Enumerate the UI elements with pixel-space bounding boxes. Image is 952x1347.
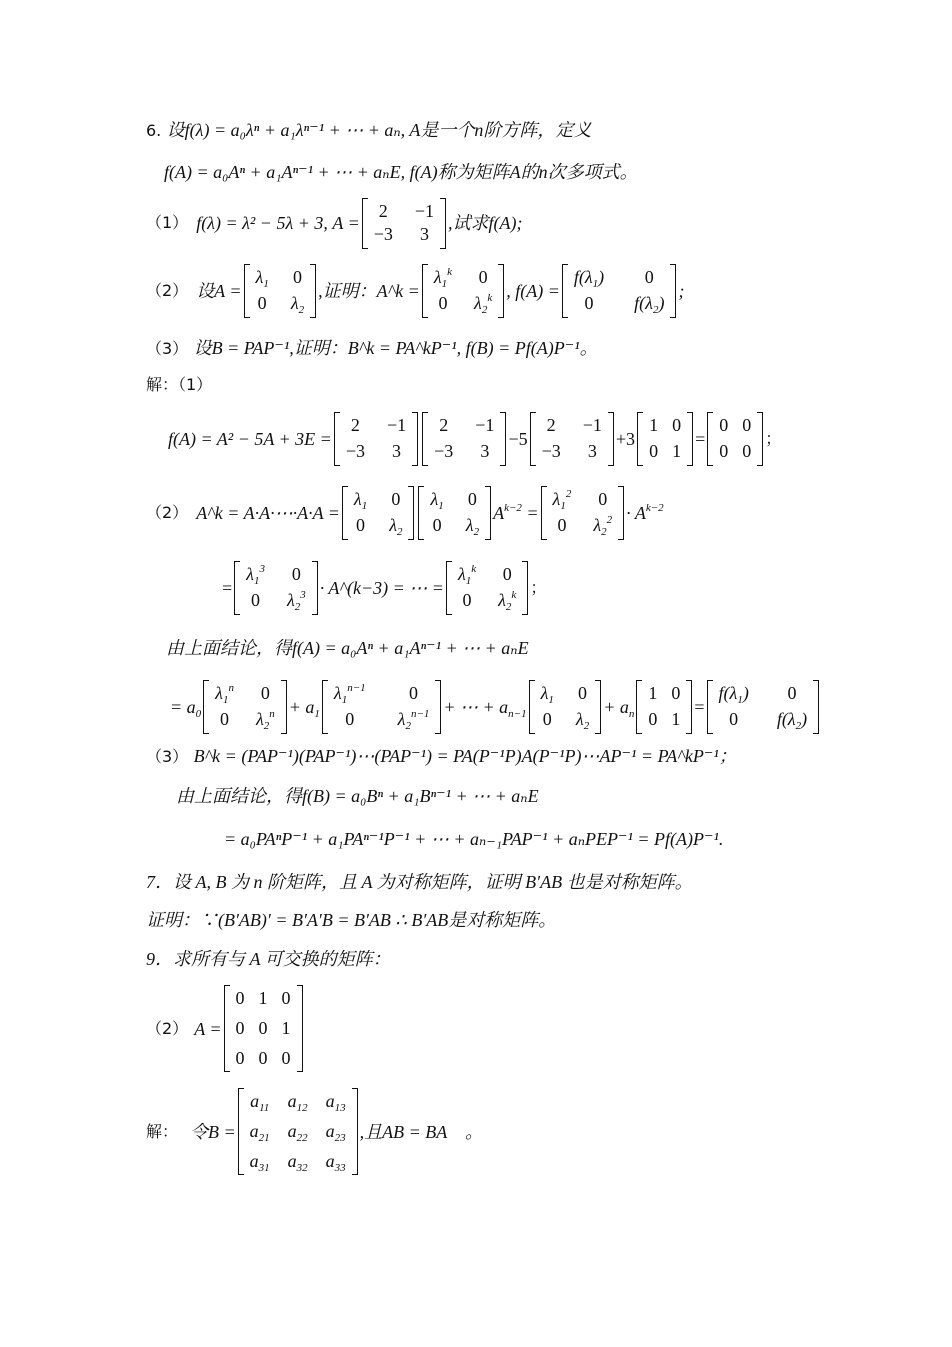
question-label: （2） bbox=[146, 1018, 189, 1038]
solution-label bbox=[146, 377, 212, 394]
derivation-text: 由上面结论，得f(A) = a₀Aⁿ + a₁Aⁿ⁻¹ + ⋯ + aₙE bbox=[166, 638, 529, 658]
matrix: $\lambda_1^{n-1}$ 0 0 $\lambda_2^{n-1}$ bbox=[322, 680, 441, 734]
matrix-zero: 0 0 0 0 bbox=[707, 412, 763, 466]
problem-9 bbox=[146, 950, 391, 969]
question-lhs: A = bbox=[194, 1018, 222, 1039]
solution-lhs: f(A) = A² − 5A + 3E = bbox=[168, 428, 332, 449]
matrix: $\lambda_1^3$ 0 0 $\lambda_2^3$ bbox=[234, 561, 318, 615]
solution-3 bbox=[146, 747, 737, 766]
problem-9-text: 9．求所有与 A 可交换的矩阵： bbox=[146, 949, 391, 969]
solution-2: （2） A^k = A·A·⋯·A·A = $\lambda_1$ 0 0 $\lambda_2$ $\lambda_1$ 0 0 $\lambda_2$ $A^{k-2}$ = $\lambda_1^2$ 0 0 $\lambda_2^2$ · $A^{k-2}$ bbox=[146, 488, 664, 538]
proof-text: 证明：∵(B′AB)′ = B′A′B = B′AB ∴ B′AB是对称矩阵。 bbox=[146, 910, 557, 930]
matrix: $\lambda_1^n$ 0 0 $\lambda_2^n$ bbox=[203, 680, 287, 734]
question-3 bbox=[146, 339, 598, 358]
solution-tail: ,且AB = BA 。 bbox=[359, 1121, 483, 1142]
matrix-b: $a_{11}$ $a_{12}$ $a_{13}$ $a_{21}$ $a_{22}$ $a_{23}$ $a_{31}$ $a_{32}$ $a_{33}$ bbox=[238, 1088, 358, 1175]
question-tail: ,试求f(A); bbox=[448, 213, 523, 234]
final-text: = a₀PAⁿP⁻¹ + a₁PAⁿ⁻¹P⁻¹ + ⋯ + aₙ₋₁PAP⁻¹ + aₙPEP⁻¹ = Pf(A)P⁻¹. bbox=[224, 829, 724, 849]
question-fa: , f(A) = bbox=[506, 280, 560, 301]
problem-number: 6. bbox=[146, 121, 162, 140]
matrix: 2 −1 −3 3 bbox=[334, 412, 418, 466]
solution-text: B^k = (PAP⁻¹)(PAP⁻¹)⋯(PAP⁻¹) = PA(P⁻¹P)A(P⁻¹P)⋯AP⁻¹ = PA^kP⁻¹； bbox=[193, 746, 737, 766]
question-label: （1） bbox=[146, 213, 189, 233]
polynomial-expansion: = $a_0$ $\lambda_1^n$ 0 0 $\lambda_2^n$ + $a_1$ $\lambda_1^{n-1}$ 0 0 $\lambda_2^{n-1}$ + ⋯ + $a_{n-1}$ $\lambda_1$ 0 0 $\lambda_2$ + $a_n$ 1 0 0 1 = $f(\lambda_1)$ 0 0 $f(\lambda_2)$ bbox=[170, 680, 821, 734]
matrix-diag-k: $\lambda_1^k$ 0 0 $\lambda_2^k$ bbox=[422, 264, 504, 318]
continuation-text: · A^(k−3) = ⋯ = bbox=[319, 577, 444, 598]
solution-2-cont: = $\lambda_1^3$ 0 0 $\lambda_2^3$ · A^(k−3) = ⋯ = $\lambda_1^k$ 0 0 $\lambda_2^k$ ； bbox=[222, 563, 547, 613]
solution-lhs: 令B = bbox=[190, 1121, 236, 1142]
matrix: 2 −1 −3 3 bbox=[530, 412, 614, 466]
question-label: （3） bbox=[146, 339, 189, 358]
derivation-3 bbox=[176, 787, 539, 806]
matrix: $\lambda_1$ 0 0 $\lambda_2$ bbox=[342, 486, 415, 540]
question-mid: ,证明：A^k = bbox=[318, 280, 420, 301]
matrix-diag: $\lambda_1$ 0 0 $\lambda_2$ bbox=[244, 264, 317, 318]
matrix: $\lambda_1^2$ 0 0 $\lambda_2^2$ bbox=[541, 486, 625, 540]
solution-label-text: 解：（1） bbox=[146, 375, 213, 394]
derivation bbox=[166, 639, 529, 658]
matrix: $\lambda_1$ 0 0 $\lambda_2$ bbox=[418, 486, 491, 540]
question-text: 设A = bbox=[196, 280, 242, 301]
matrix-f-diag: $f(\lambda_1)$ 0 0 $f(\lambda_2)$ bbox=[707, 680, 820, 734]
definition-text: 设f(λ) = a₀λⁿ + a₁λⁿ⁻¹ + ⋯ + aₙ, A是一个n阶方阵，定义 bbox=[166, 120, 592, 140]
question-text: f(λ) = λ² − 5λ + 3, A = bbox=[196, 213, 360, 234]
matrix-f-diag: $f(\lambda_1)$ 0 0 $f(\lambda_2)$ bbox=[562, 264, 677, 318]
problem-7 bbox=[146, 873, 693, 892]
problem-7-proof bbox=[146, 911, 556, 930]
solution-label: （3） bbox=[146, 747, 189, 766]
derivation-text: 由上面结论，得f(B) = a₀Bⁿ + a₁Bⁿ⁻¹ + ⋯ + aₙE bbox=[176, 786, 539, 806]
problem-9-question bbox=[146, 985, 305, 1072]
solution-label: 解： bbox=[146, 1121, 179, 1141]
problem-6-definition-2 bbox=[164, 163, 638, 182]
problem-6-definition bbox=[146, 121, 591, 140]
question-2: （2） 设A = $\lambda_1$ 0 0 $\lambda_2$ ,证明：A^k = $\lambda_1^k$ 0 0 $\lambda_2^k$ , f(A) = $f(\lambda_1)$ 0 0 $f(\lambda_2)$ ; bbox=[146, 266, 685, 316]
definition-text-2: f(A) = a₀Aⁿ + a₁Aⁿ⁻¹ + ⋯ + aₙE, f(A)称为矩阵A的n次多项式。 bbox=[164, 162, 638, 182]
matrix-shift: 0 1 0 0 0 1 0 0 0 bbox=[224, 985, 303, 1072]
solution-label: （2） bbox=[146, 502, 189, 522]
solution-lhs: A^k = A·A·⋯·A·A = bbox=[196, 502, 340, 523]
matrix: $\lambda_1^k$ 0 0 $\lambda_2^k$ bbox=[446, 561, 528, 615]
matrix-a: 2 −1 −3 3 bbox=[362, 198, 446, 249]
question-1 bbox=[146, 198, 523, 249]
matrix: $\lambda_1$ 0 0 $\lambda_2$ bbox=[529, 680, 602, 734]
matrix-identity: 1 0 0 1 bbox=[636, 680, 692, 734]
matrix: 2 −1 −3 3 bbox=[422, 412, 506, 466]
solution-1: f(A) = A² − 5A + 3E = 2 −1 −3 3 2 −1 −3 3 −5 2 −1 −3 3 +3 1 0 0 1 = 0 0 0 0 ； bbox=[168, 412, 781, 466]
problem-7-text: 7．设 A, B 为 n 阶矩阵，且 A 为对称矩阵，证明 B′AB 也是对称矩阵。 bbox=[146, 872, 693, 892]
final-result bbox=[224, 830, 723, 849]
matrix-identity: 1 0 0 1 bbox=[637, 412, 693, 466]
equals-sign: = bbox=[222, 577, 233, 598]
question-text: 设B = PAP⁻¹,证明：B^k = PA^kP⁻¹, f(B) = Pf(A)P⁻¹。 bbox=[193, 338, 598, 358]
question-label: （2） bbox=[146, 280, 189, 300]
problem-9-solution bbox=[146, 1088, 483, 1175]
